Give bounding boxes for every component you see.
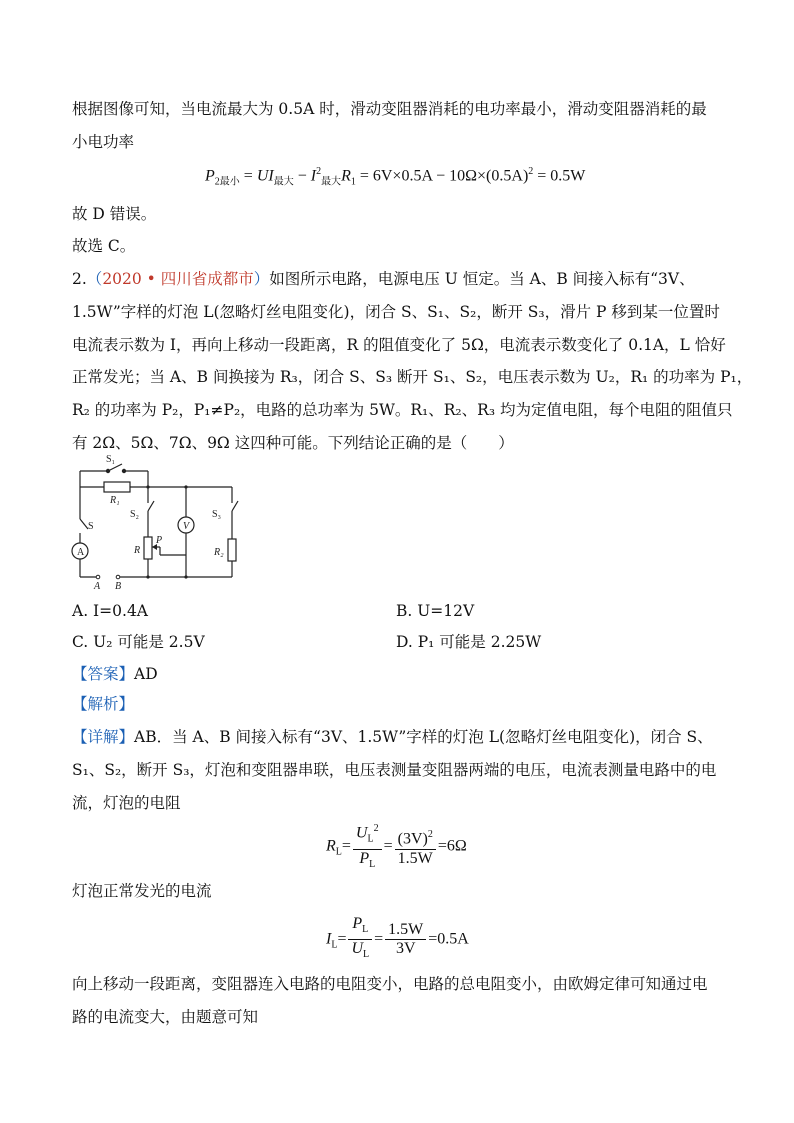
switch-s3-blade [232,501,238,511]
eq-lhs: P [205,167,215,185]
option-c: C. U₂ 可能是 2.5V [72,633,205,651]
label-s2: S₂ [130,509,140,520]
circuit-diagram [68,453,258,593]
question-line-6: 有 2Ω、5Ω、7Ω、9Ω 这四种可能。下列结论正确的是（ ） [72,434,514,452]
lamp-current-formula: $I_L=$ $\frac{P_L}{U_L}$ = $\frac{1.5W}{3V}$ =0.5A [326,915,469,964]
answer-tag: 【答案】 [72,665,135,683]
eq-rhs: = 6V×0.5A − 10Ω×(0.5A) [355,167,529,185]
eq-i-sup: 2 [316,166,322,177]
label-s3: S₃ [212,509,222,520]
source-close: ） [253,270,270,288]
detail-line-1: 【详解】AB．当 A、B 间接入标有“3V、1.5W”字样的灯泡 L(忽略灯丝电阻变化)，闭合 S、 [72,728,713,746]
question-number: 2. [72,270,87,288]
source-open: （ [86,270,103,288]
option-a: A. I=0.4A [72,602,149,620]
switch-s1-blade [108,464,122,471]
fraction-ul2-pl: $\frac{U_L^2}{P_L}$ [353,820,382,874]
label-ammeter: A [77,547,85,558]
eq-rhs-sup: 2 [528,166,534,177]
label-slider-p: P [156,535,163,546]
resistor-r1 [104,482,130,492]
label-s1: S₁ [106,454,116,465]
intro-line-2: 小电功率 [72,133,135,151]
resistor-r2 [228,539,236,561]
label-r1: R₁ [110,495,120,506]
question-source: 2020 • 四川省成都市 [102,270,254,288]
eq-i: I [310,167,317,185]
eq-i-sub: 最大 [321,176,342,188]
switch-s-blade [80,519,88,529]
intro-line-1: 根据图像可知，当电流最大为 0.5A 时，滑动变阻器消耗的电功率最小，滑动变阻器消耗的最 [72,100,707,118]
choose-c-text: 故选 C。 [72,237,136,255]
fraction-15w-3v: $\frac{1.5W}{3V}$ [385,921,426,958]
label-voltmeter: V [183,521,190,532]
eq-ui-sub: 最大 [273,176,294,188]
option-d: D. P₁ 可能是 2.25W [396,633,542,651]
eq-lhs-sub: 2最小 [214,176,240,188]
fraction-3v2-15w: $\frac{(3V)^2}{1.5W}$ [395,826,436,867]
label-terminal-b: B [115,581,122,592]
eq-minus: − [293,167,311,185]
eq-r: R [341,167,351,185]
question-text-1: 如图所示电路，电源电压 U 恒定。当 A、B 间接入标有“3V、 [269,270,695,288]
analysis-tag: 【解析】 [72,695,135,713]
detail-line-4: 灯泡正常发光的电流 [72,882,212,900]
question-line-4: 正常发光；当 A、B 间换接为 R₃，闭合 S、S₃ 断开 S₁、S₂，电压表示数为 U₂，R₁ 的功率为 P₁， [72,368,753,386]
label-r2: R₂ [214,547,224,558]
answer-line [72,663,158,685]
question-line-5: R₂ 的功率为 P₂，P₁≠P₂，电路的总功率为 5W。R₁、R₂、R₃ 均为定值电阻，每个电阻的阻值只 [72,401,733,419]
detail-line-6: 路的电流变大，由题意可知 [72,1008,259,1026]
switch-s2-blade [148,501,154,511]
detail-line-5: 向上移动一段距离，变阻器连入电路的电阻变小，电路的总电阻变小，由欧姆定律可知通过电 [72,975,708,993]
lamp-resistance-formula: $R_L=$ $\frac{U_L^2}{P_L}$ = $\frac{(3V)^2}{1.5W}$ =6Ω [326,820,467,874]
eq-r-sub: 1 [350,176,356,188]
question-line-1 [72,268,695,290]
eq-equals: = [239,167,257,185]
label-rheostat: R [134,545,141,556]
eq-end: = 0.5W [533,167,586,185]
option-b: B. U=12V [396,602,475,620]
question-line-2: 1.5W”字样的灯泡 L(忽略灯丝电阻变化)，闭合 S、S₁、S₂，断开 S₃，滑片 P 移到某一位置时 [72,303,720,321]
question-line-3: 电流表示数为 I，再向上移动一段距离，R 的阻值变化了 5Ω，电流表示数变化了 0.1A，L 恰好 [72,336,726,354]
rheostat-r [144,537,152,559]
min-power-equation [205,166,585,188]
detail-tag: 【详解】 [72,728,135,746]
label-terminal-a: A [94,581,101,592]
label-s: S [88,521,94,532]
fraction-pl-ul: $\frac{P_L}{U_L}$ [348,915,372,964]
detail-line-3: 流，灯泡的电阻 [72,794,181,812]
detail-line-2: S₁、S₂，断开 S₃，灯泡和变阻器串联，电压表测量变阻器两端的电压，电流表测量电路中的电 [72,761,717,779]
d-wrong-text: 故 D 错误。 [72,205,157,223]
answer-value: AD [134,665,158,683]
eq-ui: UI [256,167,274,185]
